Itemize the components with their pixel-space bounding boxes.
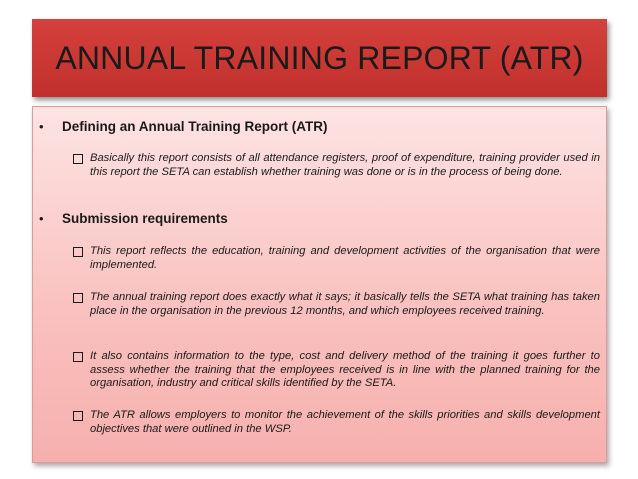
section-heading-definition: Defining an Annual Training Report (ATR) <box>62 119 328 134</box>
checkbox-square-icon <box>73 293 83 303</box>
checkbox-square-icon <box>73 154 83 164</box>
list-item <box>73 409 600 436</box>
section-heading-submission: Submission requirements <box>62 211 228 226</box>
list-item-text: The ATR allows employers to monitor the achievement of the skills priorities and skills development objectives that were outlined in the WSP. <box>90 409 600 435</box>
slide-title-bar <box>32 19 607 97</box>
checkbox-square-icon <box>73 247 83 257</box>
list-item <box>73 350 600 391</box>
list-item <box>73 152 600 179</box>
list-item-text: Basically this report consists of all attendance registers, proof of expenditure, training provider used in this report the SETA can establish whether training was done or is in the process of being done. <box>90 152 600 178</box>
list-item <box>73 291 600 318</box>
slide-content-box <box>32 106 607 463</box>
slide-title: ANNUAL TRAINING REPORT (ATR) <box>55 39 584 76</box>
list-item-text: This report reflects the education, training and development activities of the organisation that were implemented. <box>90 245 600 271</box>
bullet-dot: • <box>39 119 44 134</box>
list-item <box>73 245 600 272</box>
checkbox-square-icon <box>73 352 83 362</box>
list-item-text: The annual training report does exactly what it says; it basically tells the SETA what training has taken place in the organisation in the previous 12 months, and which employees received training. <box>90 291 600 317</box>
checkbox-square-icon <box>73 411 83 421</box>
bullet-dot: • <box>39 211 44 226</box>
list-item-text: It also contains information to the type, cost and delivery method of the training it goes further to assess whether the training that the employees received is in line with the planned training for the organisation, industry and critical skills identified by the SETA. <box>90 350 600 390</box>
